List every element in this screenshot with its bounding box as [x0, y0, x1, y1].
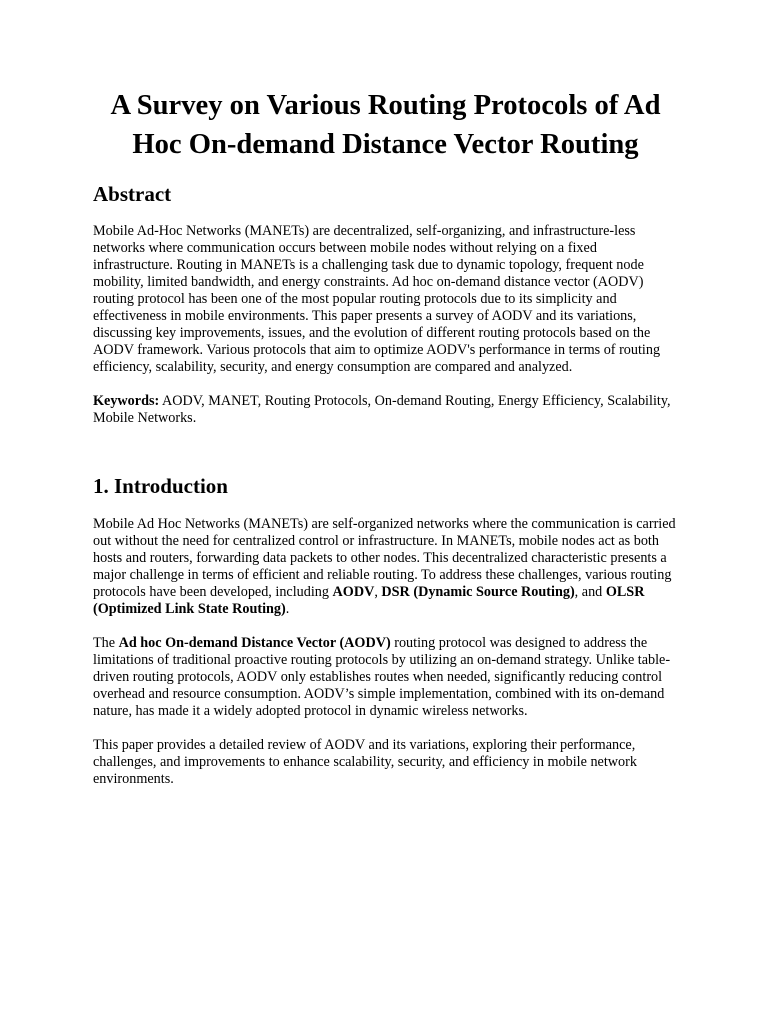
introduction-paragraph-3: This paper provides a detailed review of AODV and its variations, exploring their performance, challenges, and improvements to enhance scalability, security, and efficiency in mobile network environments. [93, 737, 637, 787]
intro-p2-start: The [93, 635, 119, 651]
introduction-heading: 1. Introduction [93, 474, 228, 498]
keywords-label: Keywords: [93, 393, 160, 409]
intro-p1-text: Mobile Ad Hoc Networks (MANETs) are self-organized networks where the communication is carried out without the need for centralized control or infrastructure. In MANETs, mobile nodes act as both hosts and routers, forwarding data packets to other nodes. This decentralized characteristic presents a major challenge in terms of efficient and reliable routing. To address these challenges, various routing protocols have been developed, including [93, 516, 676, 600]
intro-p2-bold: Ad hoc On-demand Distance Vector (AODV) [118, 635, 391, 651]
introduction-paragraph-2 [93, 635, 678, 720]
intro-p1-sep2: , and [574, 584, 606, 600]
intro-p2-text: routing protocol was designed to address the limitations of traditional proactive routing protocols by utilizing an on-demand strategy. Unlike table-driven routing protocols, AODV only establishes routes when needed, significantly reducing control overhead and resource consumption. AODV’s simple implementation, combined with its on-demand nature, has made it a widely adopted protocol in dynamic wireless networks. [93, 635, 671, 719]
document-page [93, 86, 678, 788]
introduction-paragraph-1 [93, 516, 678, 618]
abstract-heading: Abstract [93, 182, 172, 206]
intro-p1-sep1: , [374, 584, 382, 600]
intro-p1-dsr: DSR (Dynamic Source Routing) [381, 584, 575, 600]
intro-p1-end: . [285, 601, 290, 617]
keywords [93, 393, 678, 427]
keywords-text: AODV, MANET, Routing Protocols, On-demand Routing, Energy Efficiency, Scalability, Mobile Networks. [93, 393, 671, 426]
intro-p1-olsr: OLSR (Optimized Link State Routing) [93, 584, 645, 617]
abstract-text: Mobile Ad-Hoc Networks (MANETs) are decentralized, self-organizing, and infrastructure-less networks where communication occurs between mobile nodes without relying on a fixed infrastructure. Routing in MANETs is a challenging task due to dynamic topology, frequent node mobility, limited bandwidth, and energy constraints. Ad hoc on-demand distance vector (AODV) routing protocol has been one of the most popular routing protocols due to its simplicity and effectiveness in mobile environments. This paper presents a survey of AODV and its variations, discussing key improvements, issues, and the evolution of different routing protocols based on the AODV framework. Various protocols that aim to optimize AODV's performance in terms of routing efficiency, scalability, security, and energy consumption are compared and analyzed. [93, 223, 661, 375]
intro-p1-aodv: AODV [332, 584, 375, 600]
paper-title: A Survey on Various Routing Protocols of Ad Hoc On-demand Distance Vector Routing [110, 90, 661, 160]
